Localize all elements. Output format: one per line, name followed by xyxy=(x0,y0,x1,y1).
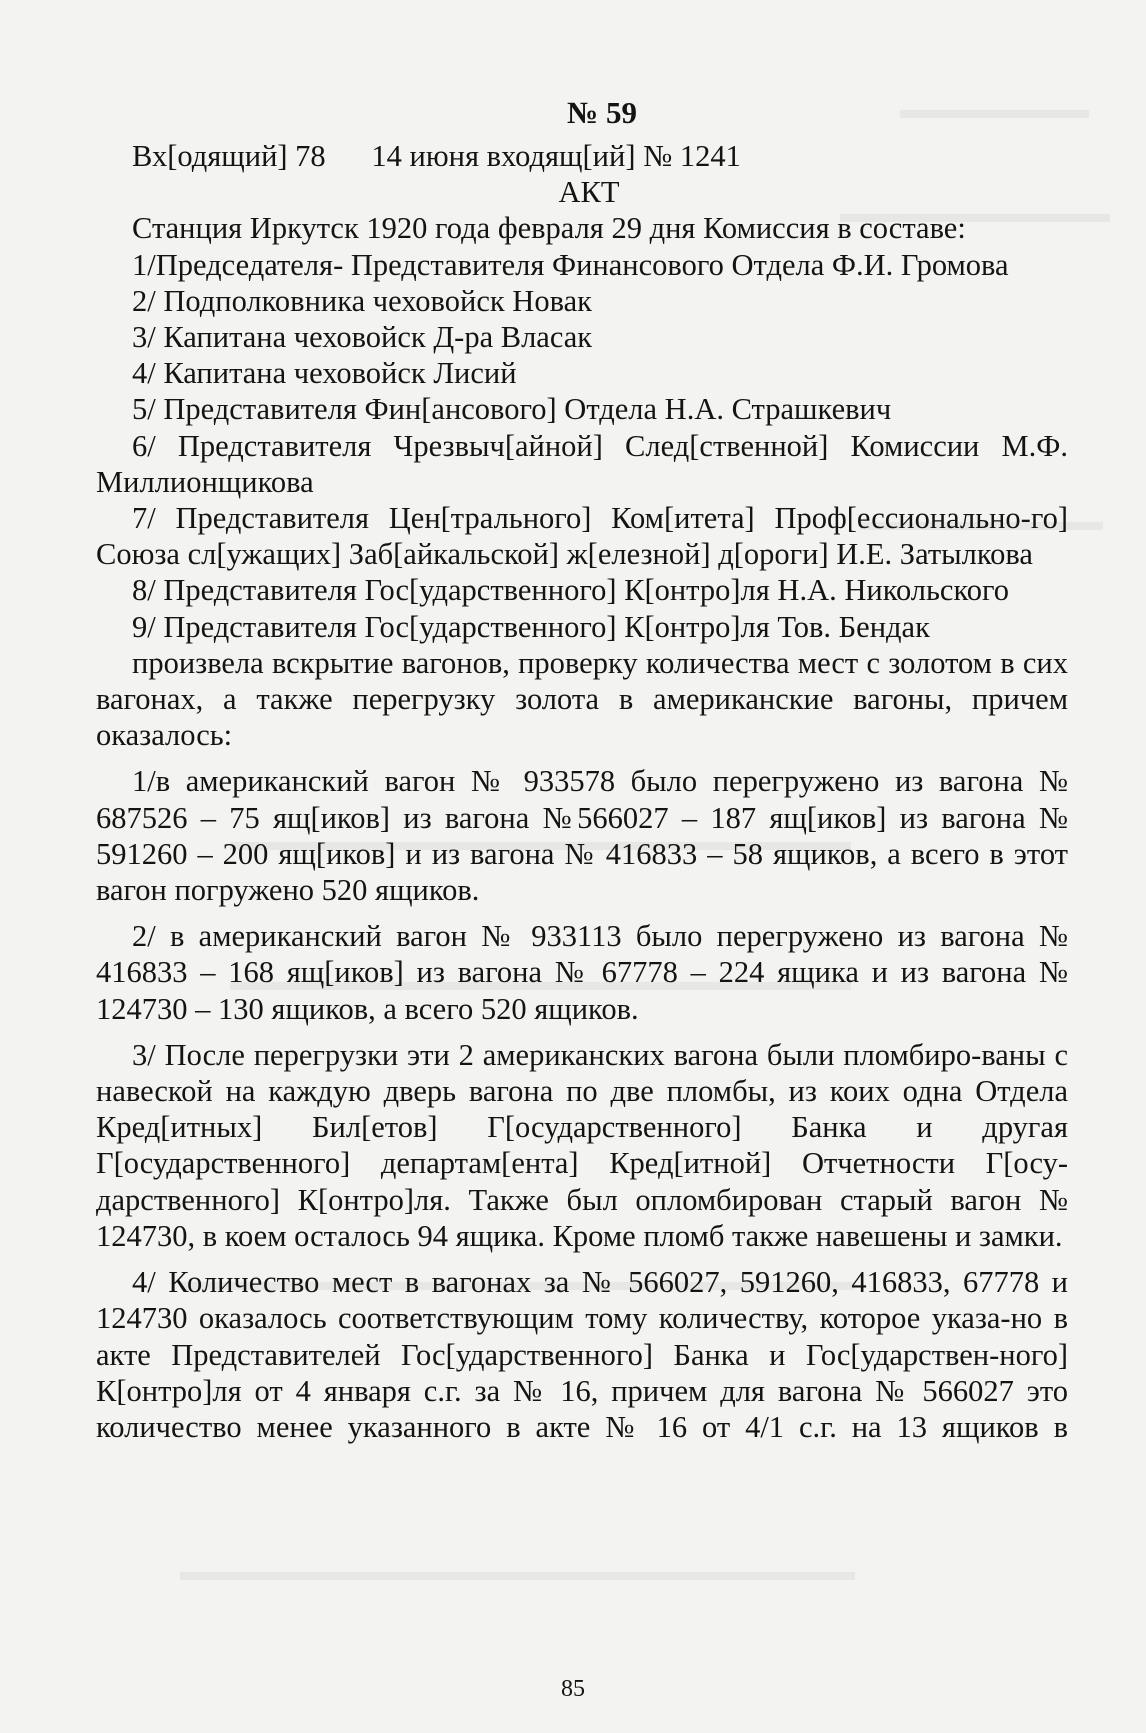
act-item: 1/в американский вагон № 933578 было перегружено из вагона № 687526 – 75 ящ[иков] из вагона №566027 – 187 ящ[иков] из вагона № 591260 – 200 ящ[иков] и из вагона № 416833 – 58 ящиков, а всего в этот вагон погружено 520 ящиков. xyxy=(96,764,1068,908)
commission-member: 4/ Капитана чеховойск Лисий xyxy=(132,356,517,391)
document-number: № 59 xyxy=(567,95,637,130)
commission-member: 8/ Представителя Гос[ударственного] К[онтро]ля Н.А. Никольского xyxy=(132,573,1009,608)
act-action-paragraph: произвела вскрытие вагонов, проверку количества мест с золотом в сих вагонах, а также перегрузку золота в американские вагоны, причем оказалось: xyxy=(96,645,1068,753)
page-number: 85 xyxy=(561,1676,585,1702)
commission-member: 3/ Капитана чеховойск Д-ра Власак xyxy=(132,320,593,355)
commission-member: 7/ Представителя Цен[трального] Ком[итета] Проф[ессионально-го] Союза сл[ужащих] Заб[айкальской] ж[елезной] д[ороги] И.Е. Затылкова xyxy=(96,501,1068,572)
commission-member: 2/ Подполковника чеховойск Новак xyxy=(132,283,592,318)
commission-member: 5/ Представителя Фин[ансового] Отдела Н.А. Страшкевич xyxy=(132,392,892,427)
document-body xyxy=(96,96,1068,1445)
act-item: 3/ После перегрузки эти 2 американских вагона были пломбиро-ваны с навеской на каждую дверь вагона по две пломбы, из коих одна Отдела Кред[итных] Бил[етов] Г[осударственного] Банка и другая Г[осударственного] департам[ента] Кред[итной] Отчетности Г[осу-дарственного] К[онтро]ля. Также был опломбирован старый вагон № 124730, в коем осталось 94 ящика. Кроме пломб также навешены и замки. xyxy=(96,1037,1068,1253)
commission-member: 6/ Представителя Чрезвыч[айной] След[ственной] Комиссии М.Ф. Миллионщикова xyxy=(96,428,1068,499)
bleed-line xyxy=(180,1556,855,1586)
commission-member: 1/Председателя- Представителя Финансового Отдела Ф.И. Громова xyxy=(132,247,1009,282)
incoming-register-line: Вх[одящий] 78 14 июня входящ[ий] № 1241 xyxy=(132,139,741,173)
commission-member: 9/ Представителя Гос[ударственного] К[онтро]ля Тов. Бендак xyxy=(132,609,930,644)
act-item: 4/ Количество мест в вагонах за № 566027, 591260, 416833, 67778 и 124730 оказалось соответствующим тому количеству, которое указа-но в акте Представителей Гос[ударственного] Банка и Гос[ударствен-ного] К[онтро]ля от 4 января с.г. за № 16, причем для вагона № 566027 это количество менее указанного в акте № 16 от 4/1 с.г. на 13 ящиков в xyxy=(96,1265,1068,1444)
document-title: АКТ xyxy=(558,175,620,210)
act-intro: Станция Иркутск 1920 года февраля 29 дня Комиссия в составе: xyxy=(132,211,966,246)
act-item: 2/ в американский вагон № 933113 было перегружено из вагона № 416833 – 168 ящ[иков] из вагона № 67778 – 224 ящика и из вагона № 124730 – 130 ящиков, а всего 520 ящиков. xyxy=(96,919,1068,1026)
